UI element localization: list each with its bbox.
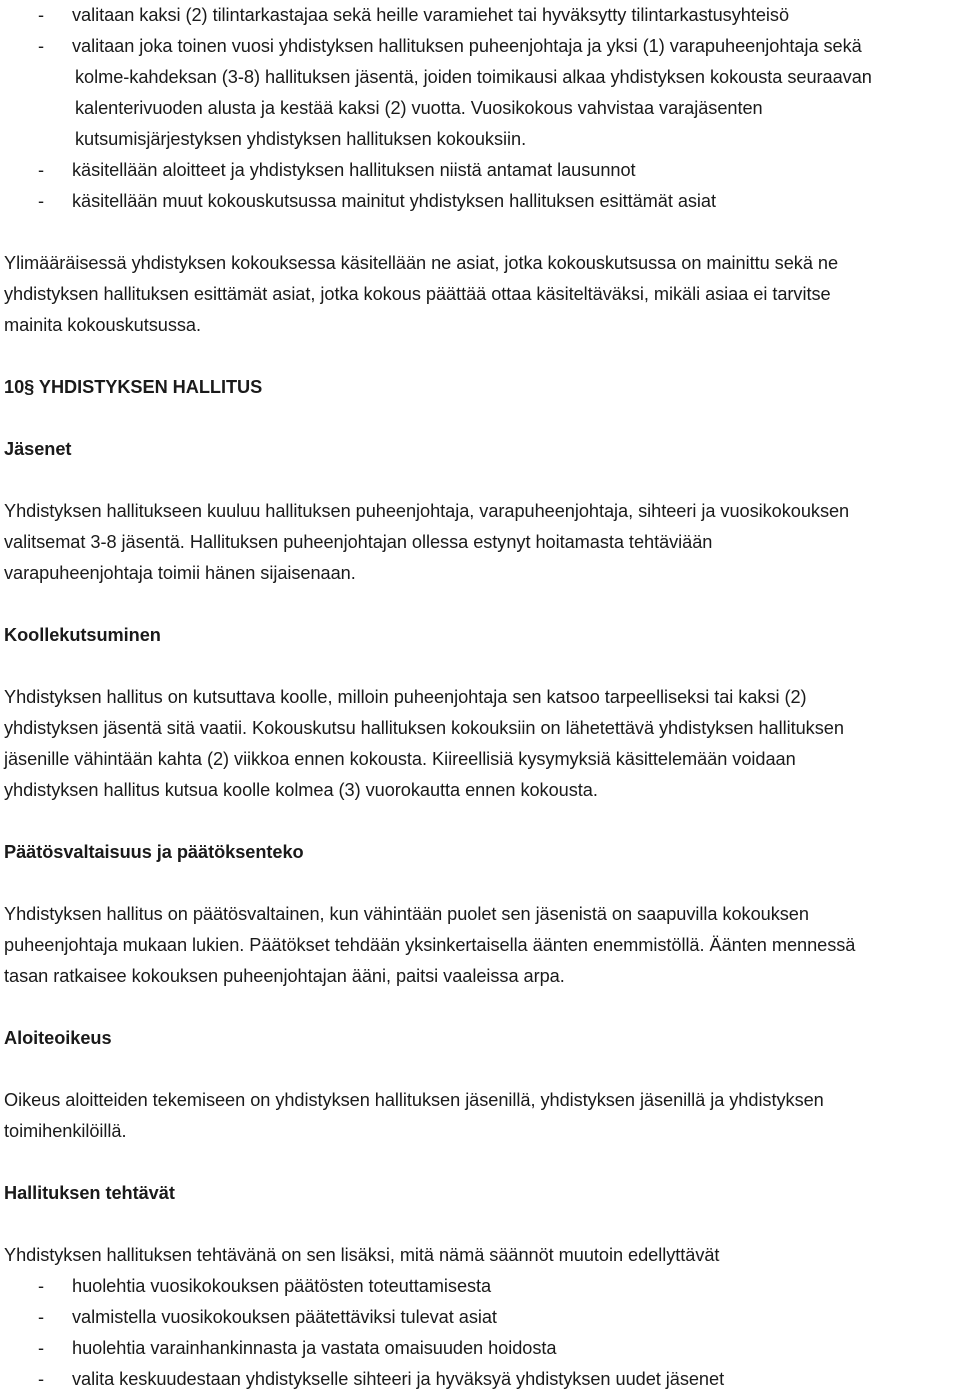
list-item bbox=[4, 0, 952, 31]
annual-meeting-list bbox=[4, 0, 952, 217]
list-item-continuation: kalenterivuoden alusta ja kestää kaksi (2) vuotta. Vuosikokous vahvistaa varajäsenten bbox=[75, 98, 763, 118]
extraordinary-meeting-paragraph bbox=[4, 248, 952, 341]
list-item-text: käsitellään aloitteet ja yhdistyksen hallituksen niistä antamat lausunnot bbox=[72, 160, 636, 180]
list-item bbox=[4, 31, 952, 62]
paragraph-line: Oikeus aloitteiden tekemiseen on yhdistyksen hallituksen jäsenillä, yhdistyksen jäsenillä ja yhdistyksen bbox=[4, 1090, 824, 1110]
list-dash: - bbox=[38, 1338, 45, 1358]
duties-intro: Yhdistyksen hallituksen tehtävänä on sen lisäksi, mitä nämä säännöt muutoin edellyttävät bbox=[4, 1245, 720, 1265]
list-item-text: huolehtia varainhankinnasta ja vastata omaisuuden hoidosta bbox=[72, 1338, 557, 1358]
paragraph-line: Ylimääräisessä yhdistyksen kokouksessa käsitellään ne asiat, jotka kokouskutsussa on mainittu sekä ne bbox=[4, 253, 839, 273]
list-item bbox=[4, 1333, 952, 1364]
duties-list bbox=[4, 1271, 952, 1395]
spacer bbox=[4, 217, 952, 248]
list-item bbox=[4, 186, 952, 217]
list-dash: - bbox=[38, 1276, 45, 1296]
list-item-continuation: kolme-kahdeksan (3-8) hallituksen jäsentä, joiden toimikausi alkaa yhdistyksen kokousta seuraavan bbox=[75, 67, 872, 87]
subsection-heading-quorum: Päätösvaltaisuus ja päätöksenteko bbox=[4, 842, 304, 862]
initiative-paragraph bbox=[4, 1085, 952, 1147]
paragraph-line: yhdistyksen jäsentä sitä vaatii. Kokouskutsu hallituksen kokouksiin on lähetettävä yhdistyksen hallituksen bbox=[4, 718, 844, 738]
spacer bbox=[4, 1209, 952, 1240]
paragraph-line: Yhdistyksen hallitukseen kuuluu hallituksen puheenjohtaja, varapuheenjohtaja, sihteeri ja vuosikokouksen bbox=[4, 501, 850, 521]
list-dash: - bbox=[38, 36, 45, 56]
spacer bbox=[4, 992, 952, 1023]
spacer bbox=[4, 403, 952, 434]
spacer bbox=[4, 465, 952, 496]
subsection-heading-convening: Koollekutsuminen bbox=[4, 625, 161, 645]
list-item bbox=[4, 155, 952, 186]
subsection-heading-members: Jäsenet bbox=[4, 439, 72, 459]
list-dash: - bbox=[38, 1369, 45, 1389]
paragraph-line: mainita kokouskutsussa. bbox=[4, 315, 201, 335]
paragraph-line: yhdistyksen hallituksen esittämät asiat, jotka kokous päättää ottaa käsiteltäväksi, mikäli asiaa ei tarvitse bbox=[4, 284, 831, 304]
spacer bbox=[4, 341, 952, 372]
list-item bbox=[4, 1364, 952, 1395]
list-item-text: käsitellään muut kokouskutsussa mainitut yhdistyksen hallituksen esittämät asiat bbox=[72, 191, 716, 211]
members-paragraph bbox=[4, 496, 952, 589]
subsection-heading-duties: Hallituksen tehtävät bbox=[4, 1183, 175, 1203]
paragraph-line: jäsenille vähintään kahta (2) viikkoa ennen kokousta. Kiireellisiä kysymyksiä käsittelemään voidaan bbox=[4, 749, 796, 769]
convening-paragraph bbox=[4, 682, 952, 806]
subsection-heading-initiative: Aloiteoikeus bbox=[4, 1028, 112, 1048]
spacer bbox=[4, 1147, 952, 1178]
list-dash: - bbox=[38, 191, 45, 211]
spacer bbox=[4, 589, 952, 620]
paragraph-line: toimihenkilöillä. bbox=[4, 1121, 127, 1141]
list-item-text: valitaan joka toinen vuosi yhdistyksen hallituksen puheenjohtaja ja yksi (1) varapuheenjohtaja sekä bbox=[72, 36, 862, 56]
paragraph-line: Yhdistyksen hallitus on kutsuttava koolle, milloin puheenjohtaja sen katsoo tarpeelliseksi tai kaksi (2) bbox=[4, 687, 807, 707]
paragraph-line: valitsemat 3-8 jäsentä. Hallituksen puheenjohtajan ollessa estynyt hoitamasta tehtäviään bbox=[4, 532, 713, 552]
list-item bbox=[4, 1302, 952, 1333]
paragraph-line: varapuheenjohtaja toimii hänen sijaisenaan. bbox=[4, 563, 356, 583]
paragraph-line: yhdistyksen hallitus kutsua koolle kolmea (3) vuorokautta ennen kokousta. bbox=[4, 780, 598, 800]
spacer bbox=[4, 651, 952, 682]
list-item-text: huolehtia vuosikokouksen päätösten toteuttamisesta bbox=[72, 1276, 492, 1296]
spacer bbox=[4, 806, 952, 837]
list-item-continuation: kutsumisjärjestyksen yhdistyksen hallituksen kokouksiin. bbox=[75, 129, 527, 149]
spacer bbox=[4, 1054, 952, 1085]
list-item-text: valmistella vuosikokouksen päätettäviksi tulevat asiat bbox=[72, 1307, 497, 1327]
list-dash: - bbox=[38, 1307, 45, 1327]
paragraph-line: Yhdistyksen hallitus on päätösvaltainen, kun vähintään puolet sen jäsenistä on saapuvilla kokouksen bbox=[4, 904, 809, 924]
section-heading: 10§ YHDISTYKSEN HALLITUS bbox=[4, 377, 263, 397]
list-dash: - bbox=[38, 160, 45, 180]
quorum-paragraph bbox=[4, 899, 952, 992]
paragraph-line: tasan ratkaisee kokouksen puheenjohtajan ääni, paitsi vaaleissa arpa. bbox=[4, 966, 565, 986]
paragraph-line: puheenjohtaja mukaan lukien. Päätökset tehdään yksinkertaisella äänten enemmistöllä. Äänten mennessä bbox=[4, 935, 856, 955]
list-dash: - bbox=[38, 5, 45, 25]
list-item-text: valitaan kaksi (2) tilintarkastajaa sekä heille varamiehet tai hyväksytty tilintarkastusyhteisö bbox=[72, 5, 790, 25]
spacer bbox=[4, 868, 952, 899]
list-item-text: valita keskuudestaan yhdistykselle sihteeri ja hyväksyä yhdistyksen uudet jäsenet bbox=[72, 1369, 725, 1389]
list-item bbox=[4, 1271, 952, 1302]
